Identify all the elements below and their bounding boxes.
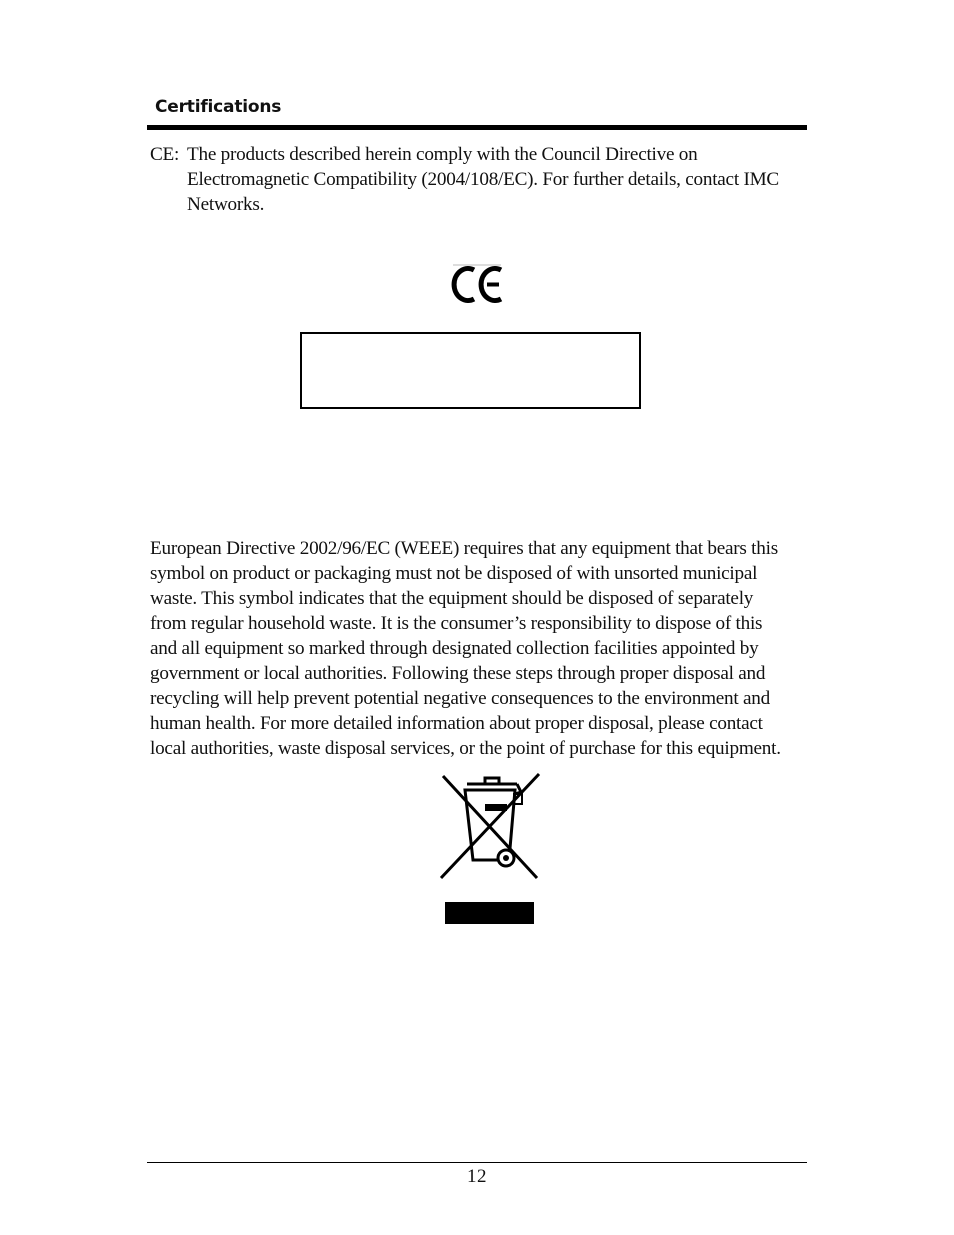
- page-title: Certifications: [155, 97, 282, 117]
- ce-statement: [150, 142, 810, 217]
- ce-statement-line-2: Electromagnetic Compatibility (2004/108/EC). For further details, contact IMC: [187, 169, 779, 190]
- ce-mark-icon: [449, 262, 507, 304]
- footer-divider: [147, 1162, 807, 1163]
- heading-divider: [147, 125, 807, 130]
- weee-line-8: human health. For more detailed information about proper disposal, please contact: [150, 713, 763, 734]
- weee-line-6: government or local authorities. Following these steps through proper disposal and: [150, 663, 766, 684]
- page-number: 12: [467, 1166, 487, 1187]
- weee-line-4: from regular household waste. It is the consumer’s responsibility to dispose of this: [150, 613, 763, 634]
- ce-statement-prefix: CE:: [150, 144, 180, 165]
- crossed-out-wheelie-bin-icon: [437, 770, 545, 882]
- weee-line-9: local authorities, waste disposal services, or the point of purchase for this equipment.: [150, 738, 781, 759]
- weee-line-3: waste. This symbol indicates that the equipment should be disposed of separately: [150, 588, 754, 609]
- blank-label-box: [300, 332, 641, 409]
- weee-line-2: symbol on product or packaging must not be disposed of with unsorted municipal: [150, 563, 758, 584]
- weee-statement: [150, 536, 810, 761]
- ce-statement-line-1: The products described herein comply with the Council Directive on: [187, 144, 698, 165]
- weee-line-5: and all equipment so marked through designated collection facilities appointed by: [150, 638, 759, 659]
- weee-line-1: European Directive 2002/96/EC (WEEE) requires that any equipment that bears this: [150, 538, 778, 559]
- weee-line-7: recycling will help prevent potential negative consequences to the environment and: [150, 688, 770, 709]
- ce-statement-line-3: Networks.: [187, 194, 265, 215]
- weee-black-bar: [445, 902, 534, 924]
